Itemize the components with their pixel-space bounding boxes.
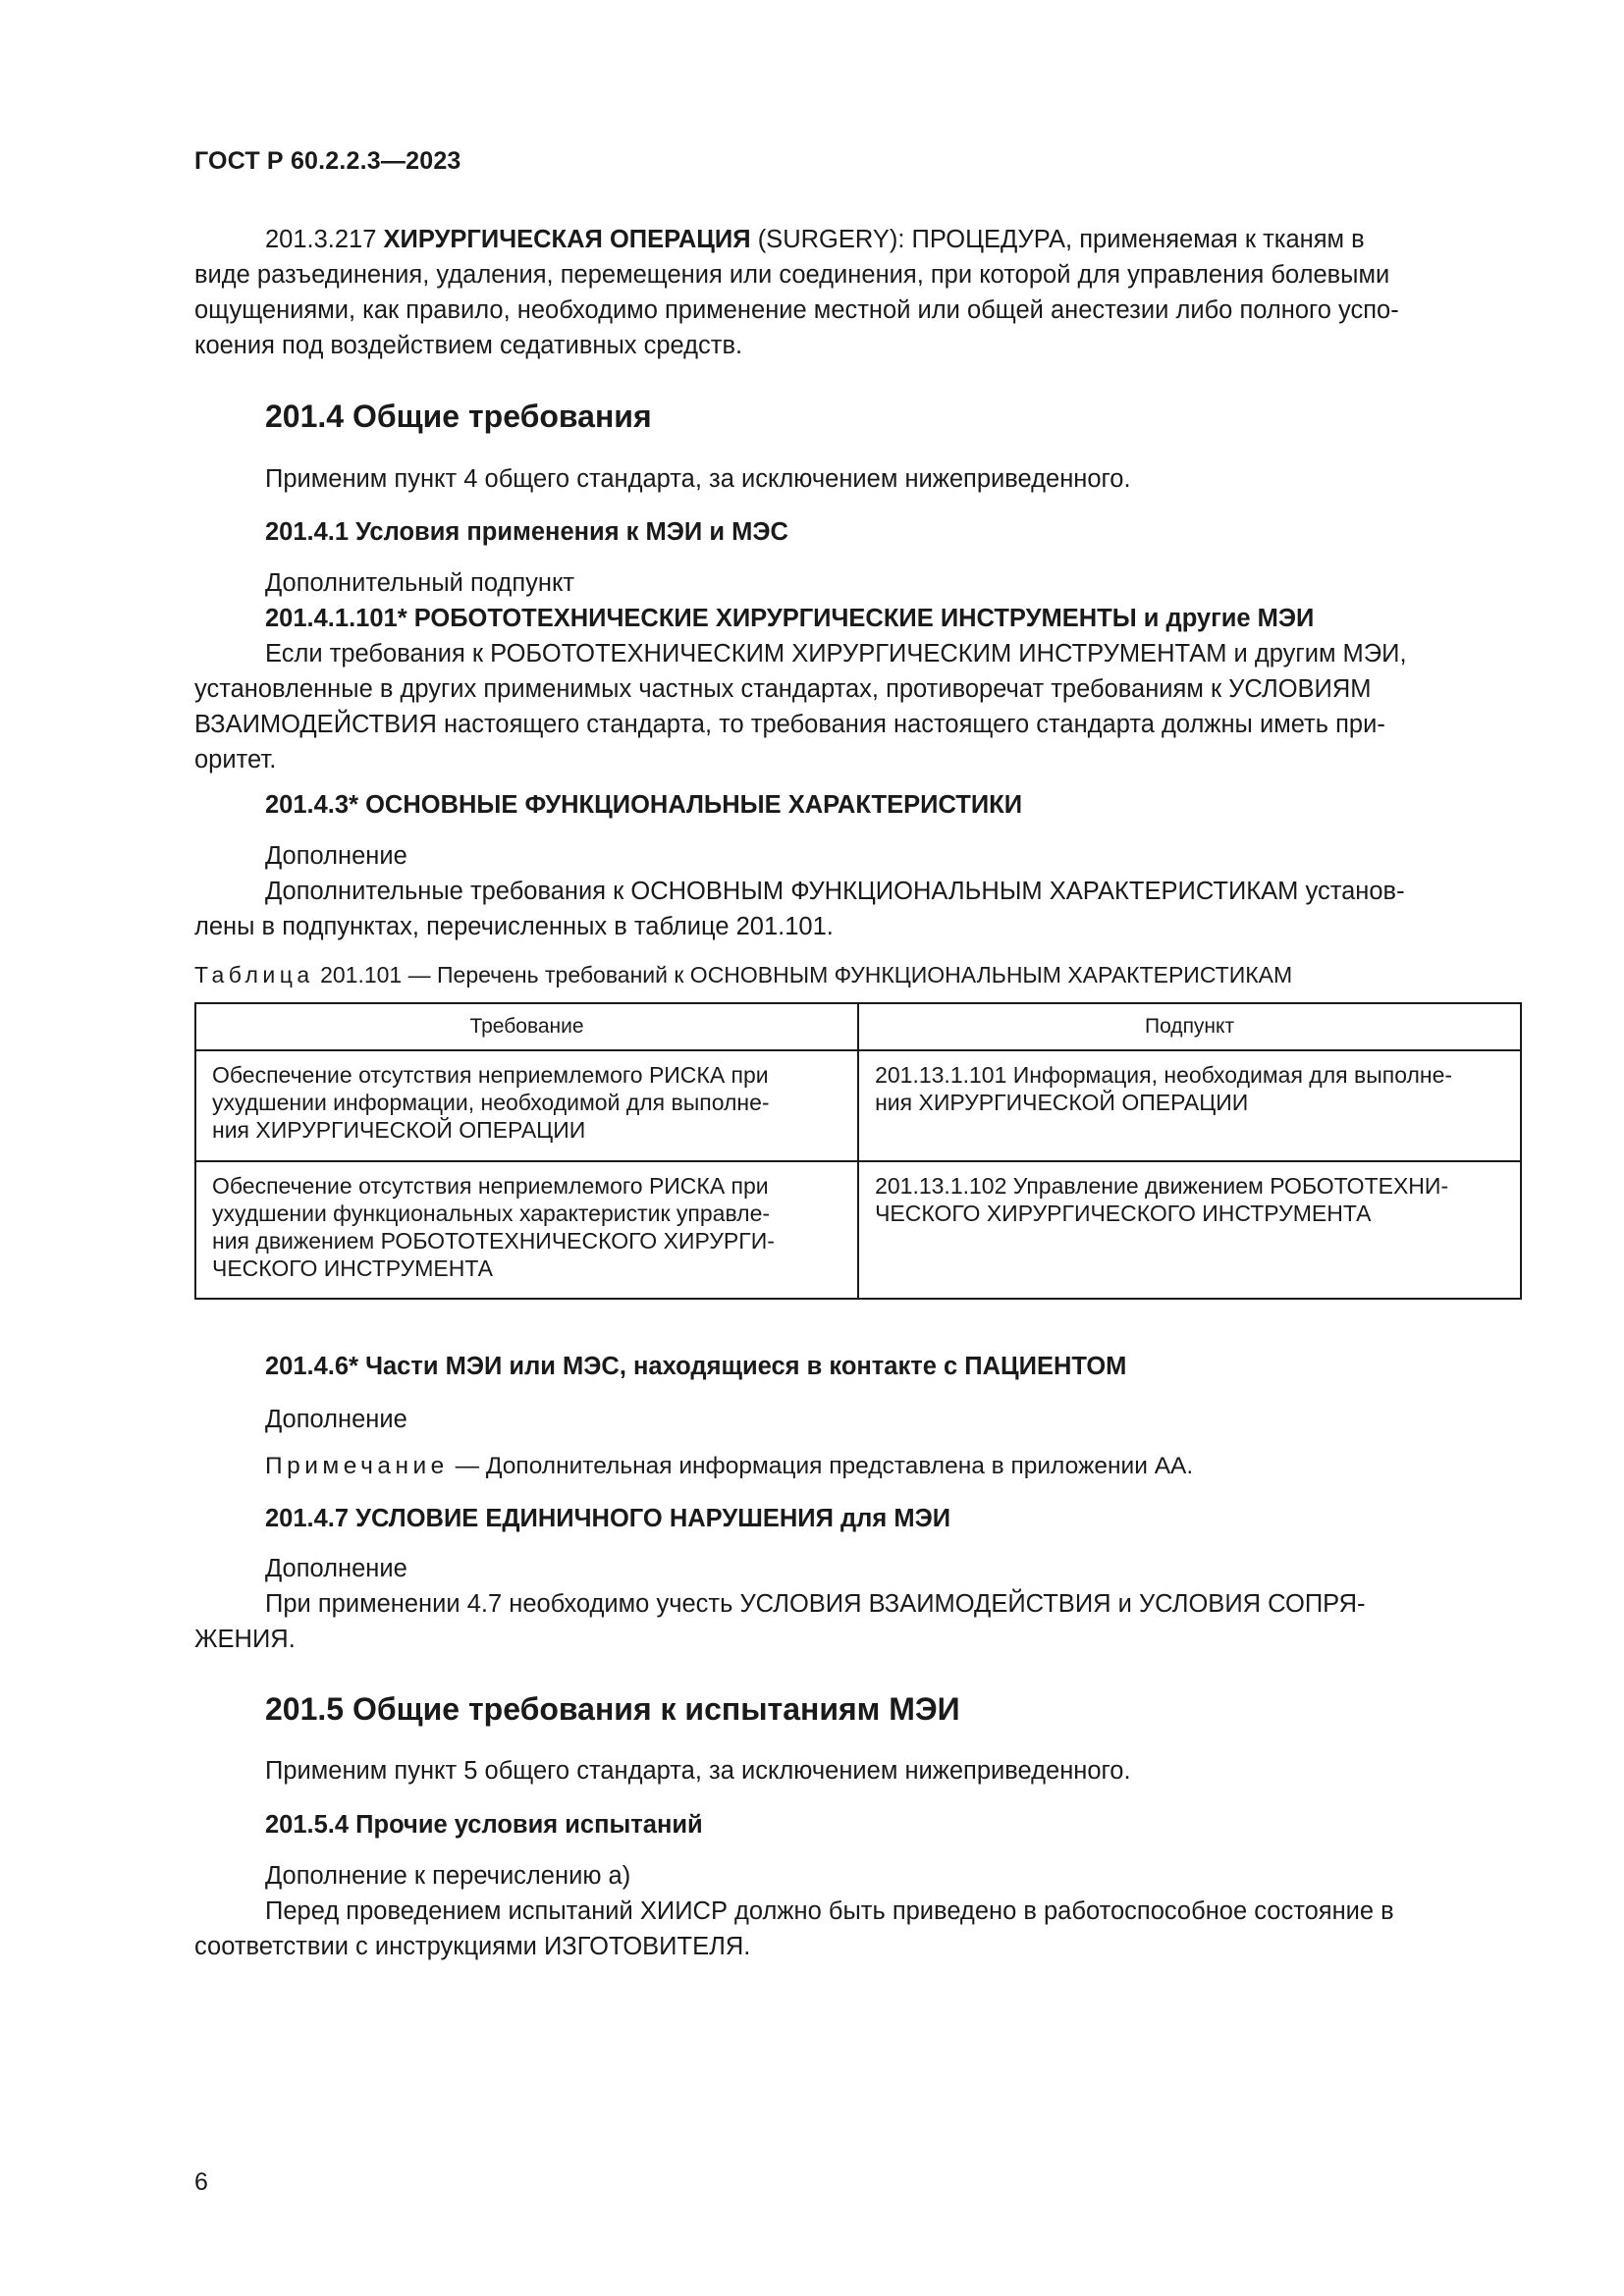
table-row xyxy=(195,1050,1521,1161)
subclause-cell: 201.13.1.101 Информация, необходимая для выполне- ния ХИРУРГИЧЕСКОЙ ОПЕРАЦИИ xyxy=(858,1050,1521,1161)
table-caption-text: 201.101 — Перечень требований к ОСНОВНЫМ ФУНКЦИОНАЛЬНЫМ ХАРАКТЕРИСТИКАМ xyxy=(320,962,1293,988)
subsection-label: Дополнительный подпункт xyxy=(265,569,575,597)
body-line: ВЗАИМОДЕЙСТВИЯ настоящего стандарта, то требования настоящего стандарта должны иметь при- xyxy=(194,711,1385,738)
column-header: Подпункт xyxy=(858,1003,1521,1050)
body-line: оритет. xyxy=(194,746,277,774)
requirement-cell: Обеспечение отсутствия неприемлемого РИСКА при ухудшении информации, необходимой для выполне- ния ХИРУРГИЧЕСКОЙ ОПЕРАЦИИ xyxy=(195,1050,858,1161)
subsection-title: 201.5.4 Прочие условия испытаний xyxy=(265,1811,703,1839)
body-line: Перед проведением испытаний ХИИСР должно быть приведено в работоспособное состояние в xyxy=(265,1897,1394,1925)
body-line: соответствии с инструкциями ИЗГОТОВИТЕЛЯ. xyxy=(194,1933,751,1960)
definition-text-line: коения под воздействием седативных средств. xyxy=(194,332,743,359)
subsection-body xyxy=(194,1858,1520,1964)
definition-paragraph xyxy=(194,222,1520,363)
table-caption-word: Таблица xyxy=(194,962,314,988)
section-title: 201.4 Общие требования xyxy=(265,399,652,434)
body-line: установленные в других применимых частных стандартах, противоречат требованиям к УСЛОВИЯМ xyxy=(194,675,1372,703)
note-word: Примечание xyxy=(265,1453,449,1479)
page-number: 6 xyxy=(194,2168,208,2196)
subitem-title: 201.4.1.101* РОБОТОТЕХНИЧЕСКИЕ ХИРУРГИЧЕСКИЕ ИНСТРУМЕНТЫ и другие МЭИ xyxy=(265,605,1315,632)
subsection-title: 201.4.7 УСЛОВИЕ ЕДИНИЧНОГО НАРУШЕНИЯ для МЭИ xyxy=(265,1505,951,1532)
subsection-title: 201.4.1 Условия применения к МЭИ и МЭС xyxy=(265,518,788,546)
requirement-cell: Обеспечение отсутствия неприемлемого РИСКА при ухудшении функциональных характеристик управле- ния движением РОБОТОТЕХНИЧЕСКОГО ХИРУРГИ- ЧЕСКОГО ИНСТРУМЕНТА xyxy=(195,1161,858,1299)
subsection-label: Дополнение xyxy=(265,1555,407,1582)
definition-text-line: ощущениями, как правило, необходимо применение местной или общей анестезии либо полного успо- xyxy=(194,296,1399,324)
definition-number: 201.3.217 xyxy=(265,226,377,253)
note xyxy=(194,1449,1520,1484)
table-header-row xyxy=(195,1003,1521,1050)
note-text: — Дополнительная информация представлена в приложении АА. xyxy=(455,1453,1194,1479)
subclause-cell: 201.13.1.102 Управление движением РОБОТОТЕХНИ- ЧЕСКОГО ХИРУРГИЧЕСКОГО ИНСТРУМЕНТА xyxy=(858,1161,1521,1299)
subsection-label: Дополнение к перечислению а) xyxy=(265,1862,631,1890)
table-caption xyxy=(194,962,1520,988)
definition-text-line: виде разъединения, удаления, перемещения или соединения, при которой для управления болевыми xyxy=(194,261,1390,289)
subsection-body xyxy=(194,1551,1520,1657)
body-line: лены в подпунктах, перечисленных в таблице 201.101. xyxy=(194,913,834,940)
body-line: Если требования к РОБОТОТЕХНИЧЕСКИМ ХИРУРГИЧЕСКИМ ИНСТРУМЕНТАМ и другим МЭИ, xyxy=(265,640,1407,667)
subsection-body xyxy=(194,565,1520,777)
section-title: 201.5 Общие требования к испытаниям МЭИ xyxy=(265,1691,960,1727)
section-intro: Применим пункт 5 общего стандарта, за исключением нижеприведенного. xyxy=(265,1757,1131,1785)
subsection-body xyxy=(194,838,1520,944)
requirements-table xyxy=(194,1002,1522,1300)
column-header: Требование xyxy=(195,1003,858,1050)
document-code-header: ГОСТ Р 60.2.2.3—2023 xyxy=(194,147,461,175)
subsection-label: Дополнение xyxy=(265,1406,407,1433)
body-line: ЖЕНИЯ. xyxy=(194,1626,296,1653)
body-line: Дополнительные требования к ОСНОВНЫМ ФУНКЦИОНАЛЬНЫМ ХАРАКТЕРИСТИКАМ установ- xyxy=(265,878,1405,905)
section-intro: Применим пункт 4 общего стандарта, за исключением нижеприведенного. xyxy=(265,465,1131,493)
table-row xyxy=(195,1161,1521,1299)
subsection-title: 201.4.6* Части МЭИ или МЭС, находящиеся в контакте с ПАЦИЕНТОМ xyxy=(265,1353,1127,1380)
subsection-label: Дополнение xyxy=(265,842,407,870)
definition-term: ХИРУРГИЧЕСКАЯ ОПЕРАЦИЯ xyxy=(383,226,751,253)
body-line: При применении 4.7 необходимо учесть УСЛОВИЯ ВЗАИМОДЕЙСТВИЯ и УСЛОВИЯ СОПРЯ- xyxy=(265,1590,1366,1618)
definition-text-line: (SURGERY): ПРОЦЕДУРА, применяемая к тканям в xyxy=(757,226,1365,253)
subsection-title: 201.4.3* ОСНОВНЫЕ ФУНКЦИОНАЛЬНЫЕ ХАРАКТЕРИСТИКИ xyxy=(265,791,1023,819)
